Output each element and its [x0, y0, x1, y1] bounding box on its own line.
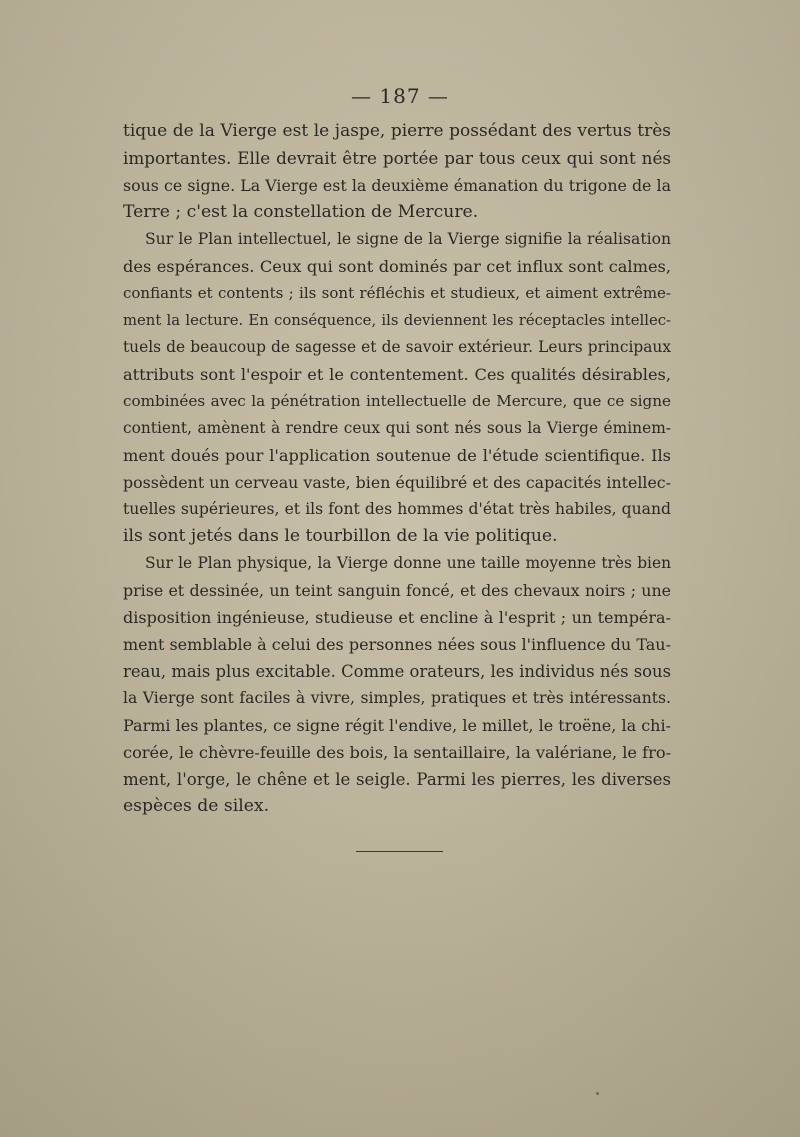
text-line: sous ce signe. La Vierge est la deuxième émanation du trigone de la — [123, 176, 671, 195]
text-line: reau, mais plus excitable. Comme orateurs, les individus nés sous — [123, 662, 671, 681]
text-line: ils sont jetés dans le tourbillon de la vie politique. — [123, 526, 558, 546]
body-text — [123, 118, 671, 820]
text-line: contient, amènent à rendre ceux qui sont nés sous la Vierge éminem- — [123, 419, 671, 437]
text-line: confiants et contents ; ils sont réfléchis et studieux, et aiment extrême- — [123, 284, 671, 302]
text-line: ment, l'orge, le chêne et le seigle. Parmi les pierres, les diverses — [123, 770, 671, 789]
page-number: — 187 — — [351, 84, 449, 108]
text-line: Sur le Plan physique, la Vierge donne une taille moyenne très bien — [145, 554, 671, 572]
text-line: importantes. Elle devrait être portée par tous ceux qui sont nés — [123, 148, 671, 168]
text-line: ment semblable à celui des personnes nées sous l'influence du Tau- — [123, 635, 671, 654]
text-line: Parmi les plantes, ce signe régit l'endive, le millet, le troëne, la chi- — [123, 716, 671, 735]
text-line: tuels de beaucoup de sagesse et de savoir extérieur. Leurs principaux — [123, 338, 671, 356]
text-line: tuelles supérieures, et ils font des hommes d'état très habiles, quand — [123, 500, 671, 518]
paper-speck — [596, 1092, 599, 1095]
text-line: ment doués pour l'application soutenue de l'étude scientifique. Ils — [123, 446, 671, 465]
text-line: attributs sont l'espoir et le contentement. Ces qualités désirables, — [123, 365, 671, 384]
text-line: tique de la Vierge est le jaspe, pierre possédant des vertus très — [123, 121, 671, 141]
text-line: corée, le chèvre-feuille des bois, la sentaillaire, la valériane, le fro- — [123, 743, 672, 762]
text-line: Sur le Plan intellectuel, le signe de la Vierge signifie la réalisation — [145, 230, 671, 248]
text-line: ment la lecture. En conséquence, ils deviennent les réceptacles intellec- — [123, 312, 671, 329]
text-line: prise et dessinée, un teint sanguin foncé, et des chevaux noirs ; une — [123, 581, 671, 600]
text-line: espèces de silex. — [123, 796, 270, 816]
text-line: des espérances. Ceux qui sont dominés par cet influx sont calmes, — [123, 257, 671, 276]
section-separator — [356, 851, 443, 852]
text-line: possèdent un cerveau vaste, bien équilibré et des capacités intellec- — [123, 473, 671, 492]
text-line: Terre ; c'est la constellation de Mercure. — [123, 202, 479, 222]
text-line: disposition ingénieuse, studieuse et encline à l'esprit ; un tempéra- — [123, 608, 671, 627]
text-line: combinées avec la pénétration intellectuelle de Mercure, que ce signe — [123, 392, 671, 410]
text-line: la Vierge sont faciles à vivre, simples, pratiques et très intéressants. — [123, 689, 671, 707]
